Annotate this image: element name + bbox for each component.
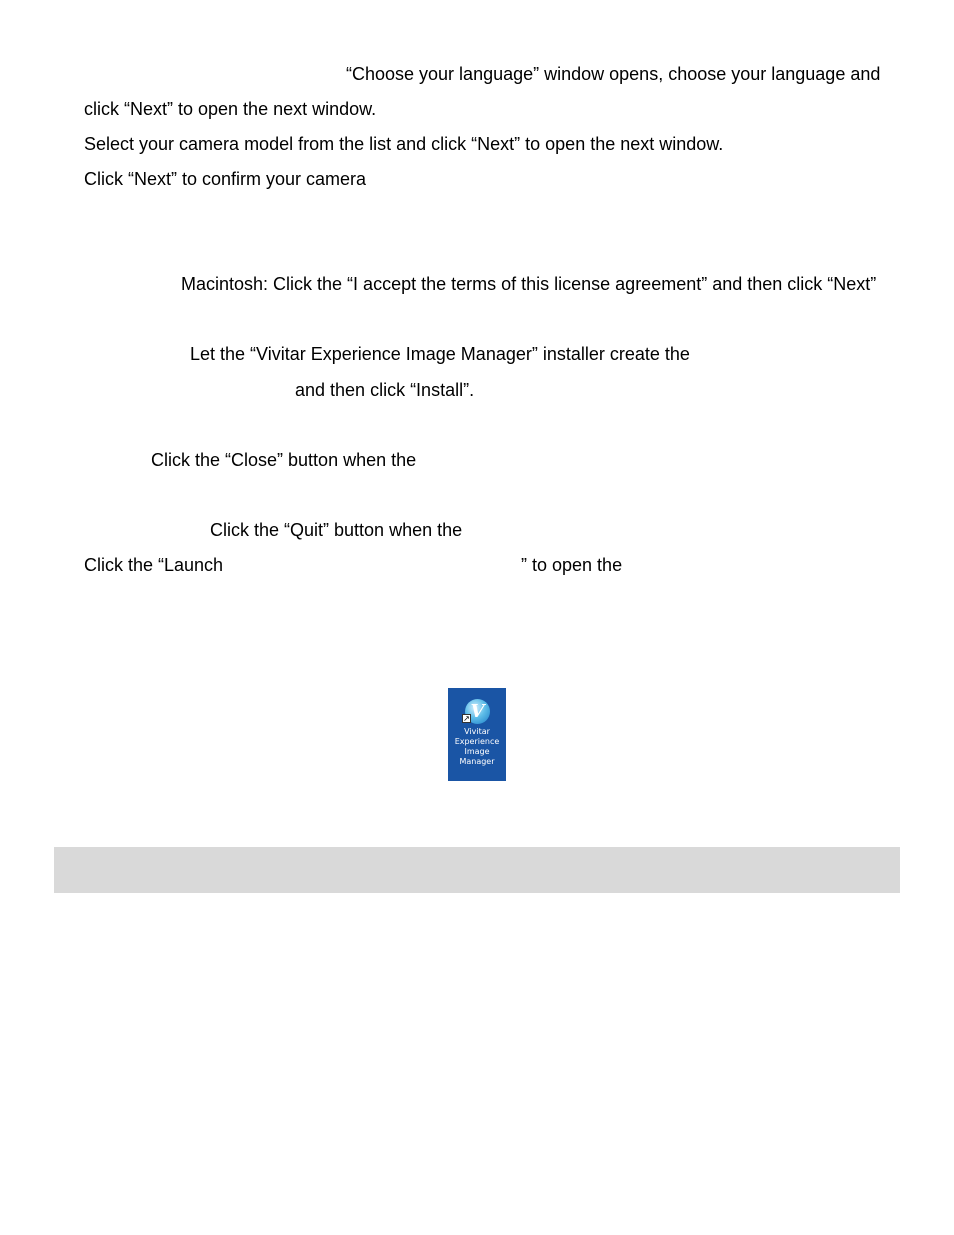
vivitar-app-icon[interactable] bbox=[448, 688, 506, 781]
instruction-camera-model: Select your camera model from the list and click “Next” to open the next window. bbox=[84, 134, 724, 154]
section-header-bar bbox=[54, 847, 900, 893]
instruction-macintosh-license: Macintosh: Click the “I accept the terms of this license agreement” and then click “Next” bbox=[181, 274, 877, 294]
vivitar-logo-glyph: V bbox=[470, 700, 485, 722]
shortcut-arrow-icon: ↗ bbox=[463, 714, 470, 723]
icon-caption: Vivitar Experience Image Manager bbox=[454, 727, 500, 766]
instruction-to-open: ” to open the bbox=[521, 555, 623, 575]
instruction-click-install: and then click “Install”. bbox=[295, 380, 475, 400]
instruction-language-next: click “Next” to open the next window. bbox=[84, 99, 377, 119]
instruction-click-quit: Click the “Quit” button when the bbox=[210, 520, 463, 540]
instruction-confirm-camera: Click “Next” to confirm your camera bbox=[84, 169, 367, 189]
instruction-installer-create: Let the “Vivitar Experience Image Manager” installer create the bbox=[190, 344, 690, 364]
instruction-click-close: Click the “Close” button when the bbox=[151, 450, 417, 470]
instruction-click-launch: Click the “Launch bbox=[84, 555, 224, 575]
instruction-language: “Choose your language” window opens, choose your language and bbox=[346, 64, 881, 84]
